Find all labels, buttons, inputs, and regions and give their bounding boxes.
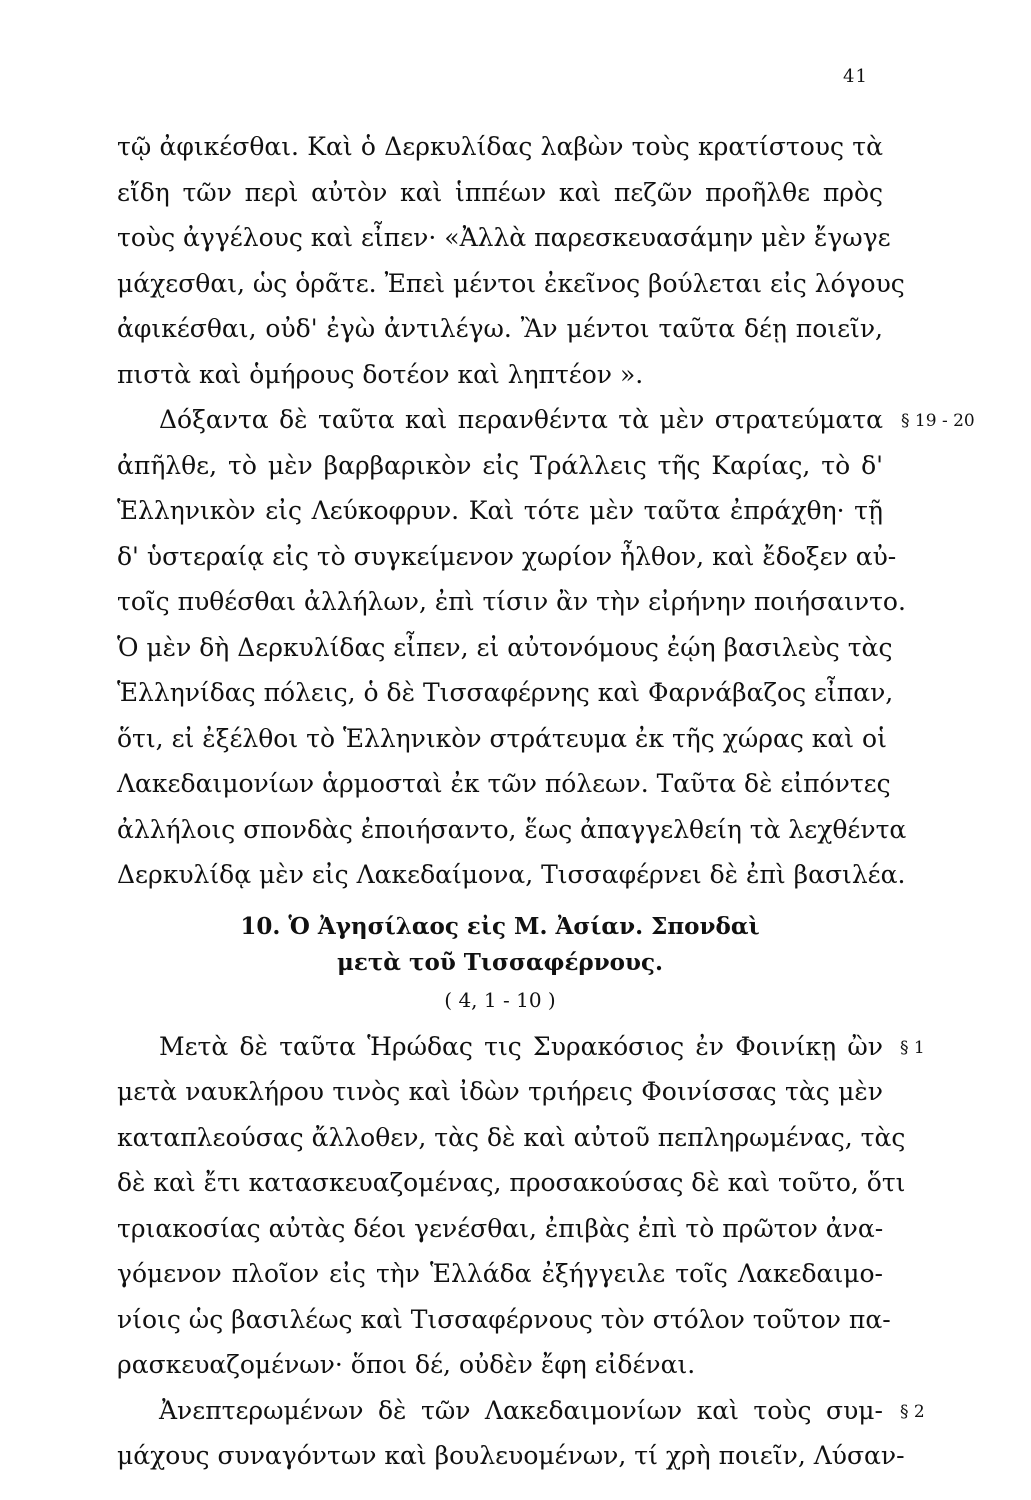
text-line: πιστὰ καὶ ὁμήρους δοτέον καὶ ληπτέον ». — [117, 359, 644, 389]
text-line: δ' ὑστεραίᾳ εἰς τὸ συγκείμενον χωρίον ἦλθον, καὶ ἔδοξεν αὐ- — [117, 541, 897, 571]
text-line: εἴδη τῶν περὶ αὐτὸν καὶ ἱππέων καὶ πεζῶν προῆλθε πρὸς — [117, 177, 883, 207]
text-line: ἀλλήλοις σπονδὰς ἐποιήσαντο, ἕως ἀπαγγελθείη τὰ λεχθέντα — [117, 814, 907, 844]
paragraph-first-line: Ἀνεπτερωμένων δὲ τῶν Λακεδαιμονίων καὶ τοὺς συμ- — [159, 1395, 883, 1425]
text-line: τριακοσίας αὐτὰς δέοι γενέσθαι, ἐπιβὰς ἐπὶ τὸ πρῶτον ἀνα- — [117, 1213, 884, 1243]
text-line: ἀφικέσθαι, οὐδ' ἐγὼ ἀντιλέγω. Ἂν μέντοι ταῦτα δέῃ ποιεῖν, — [117, 314, 883, 343]
text-line: μάχεσθαι, ὡς ὁρᾶτε. Ἐπεὶ μέντοι ἐκεῖνος βούλεται εἰς λόγους — [117, 268, 905, 298]
text-line: τῷ ἀφικέσθαι. Καὶ ὁ Δερκυλίδας λαβὼν τοὺς κρατίστους τὰ — [117, 132, 883, 161]
text-line: τοὺς ἀγγέλους καὶ εἶπεν· «Ἀλλὰ παρεσκευασάμην μὲν ἔγωγε — [117, 223, 891, 252]
section-reference: ( 4, 1 - 10 ) — [444, 987, 556, 1012]
paragraph-first-line: Δόξαντα δὲ ταῦτα καὶ περανθέντα τὰ μὲν στρατεύματα — [159, 405, 883, 434]
text-line: Ἑλληνίδας πόλεις, ὁ δὲ Τισσαφέρνης καὶ Φαρνάβαζος εἶπαν, — [117, 678, 894, 707]
text-line: μετὰ ναυκλήρου τινὸς καὶ ἰδὼν τριήρεις Φοινίσσας τὰς μὲν — [117, 1077, 883, 1106]
text-line: Λακεδαιμονίων ἁρμοσταὶ ἐκ τῶν πόλεων. Ταῦτα δὲ εἰπόντες — [117, 769, 891, 798]
text-line: Ὁ μὲν δὴ Δερκυλίδας εἶπεν, εἰ αὐτονόμους ἐῴη βασιλεὺς τὰς — [117, 632, 893, 662]
text-line: γόμενον πλοῖον εἰς τὴν Ἑλλάδα ἐξήγγειλε τοῖς Λακεδαιμο- — [117, 1259, 883, 1288]
page-number: 41 — [843, 66, 868, 87]
text-line: Δερκυλίδᾳ μὲν εἰς Λακεδαίμονα, Τισσαφέρνει δὲ ἐπὶ βασιλέα. — [117, 860, 906, 889]
section-heading-continued: μετὰ τοῦ Τισσαφέρνους. — [337, 948, 663, 976]
text-line: Ἑλληνικὸν εἰς Λεύκοφρυν. Καὶ τότε μὲν ταῦτα ἐπράχθη· τῇ — [117, 496, 883, 525]
section-marker: § 19 - 20 — [901, 411, 975, 431]
text-line: ὅτι, εἰ ἐξέλθοι τὸ Ἑλληνικὸν στράτευμα ἐκ τῆς χώρας καὶ οἱ — [117, 723, 887, 753]
section-marker: § 1 — [900, 1037, 925, 1058]
text-line: τοῖς πυθέσθαι ἀλλήλων, ἐπὶ τίσιν ἂν τὴν εἰρήνην ποιήσαιντο. — [117, 587, 906, 616]
text-line: καταπλεούσας ἄλλοθεν, τὰς δὲ καὶ αὐτοῦ πεπληρωμένας, τὰς — [117, 1122, 906, 1152]
paragraph-first-line: Μετὰ δὲ ταῦτα Ἡρώδας τις Συρακόσιος ἐν Φοινίκῃ ὢν — [159, 1031, 883, 1061]
text-line: νίοις ὡς βασιλέως καὶ Τισσαφέρνους τὸν στόλον τοῦτον πα- — [117, 1304, 891, 1334]
text-line: ἀπῆλθε, τὸ μὲν βαρβαρικὸν εἰς Τράλλεις τῆς Καρίας, τὸ δ' — [117, 450, 883, 480]
section-heading: 10. Ὁ Ἀγησίλαος εἰς Μ. Ἀσίαν. Σπονδαὶ — [240, 912, 760, 940]
text-line: μάχους συναγόντων καὶ βουλευομένων, τί χρὴ ποιεῖν, Λύσαν- — [117, 1441, 905, 1470]
text-line: ρασκευαζομένων· ὅποι δέ, οὐδὲν ἔφη εἰδέναι. — [117, 1350, 696, 1379]
text-line: δὲ καὶ ἔτι κατασκευαζομένας, προσακούσας δὲ καὶ τοῦτο, ὅτι — [117, 1168, 906, 1197]
section-marker: § 2 — [900, 1401, 925, 1422]
